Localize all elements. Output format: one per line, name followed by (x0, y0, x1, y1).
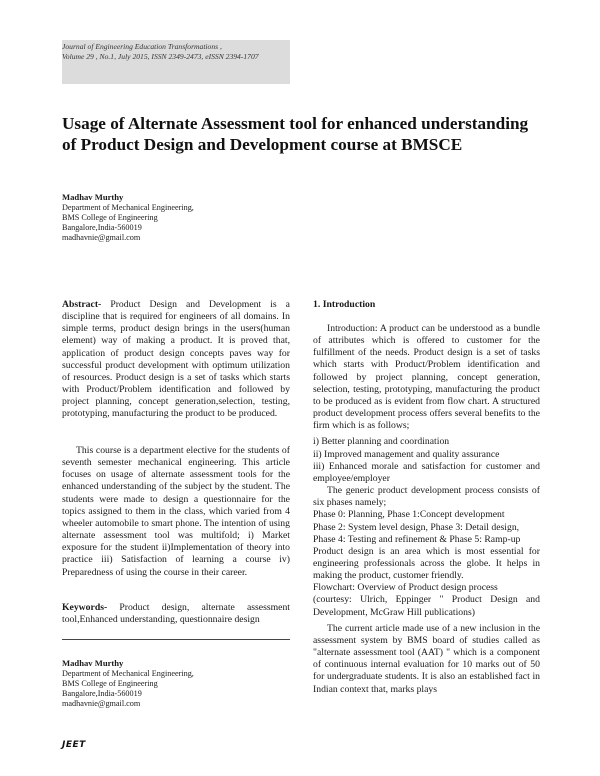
author-city: Bangalore,India-560019 (62, 223, 142, 232)
flowchart-caption: Flowchart: Overview of Product design process (313, 582, 498, 594)
intro-paragraph-3: Product design is an area which is most essential for engineering professionals across the globe. It helps in making the product, customer friendly. (313, 545, 540, 582)
benefit-item: i) Better planning and coordination (313, 436, 450, 448)
footnote-author-email[interactable]: madhavnie@gmail.com (62, 699, 141, 708)
keywords-label: Keywords- (62, 602, 108, 613)
intro-paragraph-1: Introduction: A product can be understood as a bundle of attributes which is offered to customer for the fulfillment of the needs. Product design is a set of tasks which starts with Product/Problem identification and followed by project planning, concept generation, selection, testing, prototyping, manufacturing the product to be produced as is evident from flow chart. A structured product development process offers several benefits to the firm which is as follows; (313, 323, 540, 432)
intro-paragraph-2: The generic product development process consists of six phases namely; (313, 485, 540, 509)
footnote-author-name: Madhav Murthy (62, 658, 124, 668)
author-email[interactable]: madhavnie@gmail.com (62, 233, 141, 242)
phase-line: Phase 4: Testing and refinement & Phase 5: Ramp-up (313, 533, 521, 545)
abstract (62, 299, 290, 421)
phase-line: Phase 2: System level design, Phase 3: Detail design, (313, 521, 520, 533)
abstract-text: Product Design and Development is a discipline that is required for engineers of all domains. In simple terms, product design brings in the users(human element) way of making a product. It is proved that, application of product design concepts paves way for successful product development with optimum utilization of resources. Product design is a set of tasks which starts with Product/Problem identification and followed by project planning, concept generation,selection, testing, prototyping, manufacturing the product to be produced. (62, 299, 290, 420)
keywords-text: Product design, alternate assessment tool,Enhanced understanding, questionnaire design (62, 602, 290, 626)
introduction-body (313, 323, 540, 696)
journal-header (62, 40, 290, 84)
flowchart-courtesy: (courtesy: Ulrich, Eppinger " Product Design and Development, McGraw Hill publications) (313, 594, 540, 618)
footnote-divider (62, 639, 290, 640)
journal-name: Journal of Engineering Education Transformations , (62, 42, 222, 51)
keywords (62, 602, 290, 626)
intro-paragraph-4: The current article made use of a new inclusion in the assessment system by BMS board of studies called as "alternate assessment tool (AAT) " which is a component of continuous internal evaluation for 10 marks out of 50 for undergraduate students. It is also an established fact in Indian context that, marks plays (313, 622, 540, 695)
footnote-author-college: BMS College of Engineering (62, 679, 158, 688)
author-college: BMS College of Engineering (62, 213, 158, 222)
benefit-item: ii) Improved management and quality assurance (313, 448, 500, 460)
para2-text: This course is a department elective for the students of seventh semester mechanical engineering. This article focuses on usage of alternate assessment tools for the enhanced understanding of the subject by the student. The students were made to design a questionnaire for the topics assigned to them in the class, which varied from 4 wheeler automobile to smart phone. The intention of using alternate assessment tool was multifold; i) Market exposure for the student ii)Implementation of theory into practice iii) Satisfaction of learning a course iv) Preparedness of using the course in their career. (62, 445, 290, 578)
journal-issue: Volume 29 , No.1, July 2015, ISSN 2349-2473, eISSN 2394-1707 (62, 52, 259, 61)
author-footnote (62, 658, 302, 709)
abstract-label: Abstract- (62, 299, 102, 310)
paper-title: Usage of Alternate Assessment tool for enhanced understanding of Product Design and Development course at BMSCE (62, 114, 529, 154)
jeet-logo: JEET (62, 740, 86, 750)
phase-line: Phase 0: Planning, Phase 1:Concept development (313, 509, 505, 521)
section-heading-introduction: 1. Introduction (313, 299, 376, 310)
author-name: Madhav Murthy (62, 192, 124, 202)
author-block (62, 192, 302, 243)
footnote-author-city: Bangalore,India-560019 (62, 689, 142, 698)
benefit-item: iii) Enhanced morale and satisfaction for customer and employee/employer (313, 460, 540, 484)
author-dept: Department of Mechanical Engineering, (62, 203, 194, 212)
footnote-author-dept: Department of Mechanical Engineering, (62, 669, 194, 678)
abstract-paragraph-2 (62, 445, 290, 579)
